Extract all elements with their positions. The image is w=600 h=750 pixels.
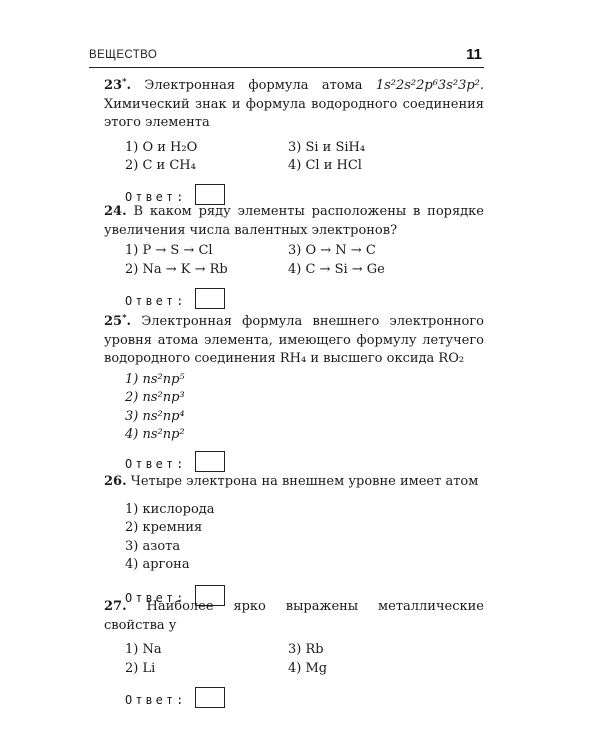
question-27	[104, 598, 484, 709]
option-2[interactable]: 2) C и CH₄	[125, 158, 196, 173]
question-text: Электронная формула внешнего электронного уровня атома элемента, имеющего формулу летучего водородного соединения RH₄ и высшего оксида RO₂	[104, 314, 484, 366]
option-3[interactable]: 3) Si и SiH₄	[288, 139, 366, 155]
answer-label: Ответ:	[125, 294, 187, 308]
option-1[interactable]: 1) Na	[125, 642, 162, 657]
answer-label: Ответ:	[125, 590, 187, 605]
option-4[interactable]: 4) аргона	[125, 557, 190, 572]
option-4[interactable]: 4) C → Si → Ge	[288, 261, 385, 277]
option-4[interactable]: 4) Cl и HCl	[288, 158, 362, 173]
question-number: 26.	[104, 474, 127, 489]
option-1[interactable]: 1) P → S → Cl	[125, 243, 213, 258]
question-25	[104, 313, 484, 473]
answer-box[interactable]	[195, 451, 225, 472]
question-text: В каком ряду элементы расположены в порядке увеличения числа валентных электронов?	[104, 204, 485, 238]
electron-formula: 1s²2s²2p⁶3s²3p².	[375, 78, 485, 93]
option-1[interactable]: 1) кислорода	[125, 501, 215, 517]
question-24	[104, 203, 484, 310]
option-2[interactable]: 2) кремния	[125, 520, 203, 535]
option-4[interactable]: 4) Mg	[288, 660, 328, 676]
question-text: Наиболее ярко выражены металлические свойства у	[104, 599, 484, 633]
page-number: 11	[466, 46, 482, 63]
option-3[interactable]: 3) азота	[125, 538, 181, 554]
answer-box[interactable]	[195, 687, 225, 708]
options	[125, 641, 484, 678]
question-number: 24.	[104, 204, 127, 219]
question-23-stem	[104, 77, 484, 133]
page-header	[89, 46, 484, 68]
option-2[interactable]: 2) ns²np³	[125, 390, 185, 405]
options	[125, 501, 484, 575]
question-text-tail: Химический знак и формула водородного соединения этого элемента	[104, 96, 484, 130]
question-number: 25*.	[104, 313, 132, 329]
option-2[interactable]: 2) Na → K → Rb	[125, 261, 228, 277]
question-number: 27.	[104, 599, 127, 614]
options	[125, 139, 484, 176]
question-27-stem	[104, 598, 484, 635]
question-25-stem	[104, 313, 484, 369]
answer-row	[125, 288, 484, 310]
question-text: Четыре электрона на внешнем уровне имеет атом	[130, 474, 479, 489]
question-23	[104, 77, 484, 206]
option-3[interactable]: 3) ns²np⁴	[125, 408, 185, 424]
option-1[interactable]: 1) ns²np⁵	[125, 371, 185, 387]
answer-label: Ответ:	[125, 456, 187, 471]
option-1[interactable]: 1) O и H₂O	[125, 139, 198, 155]
question-number: 23*.	[104, 77, 132, 93]
option-3[interactable]: 3) O → N → C	[288, 243, 376, 258]
answer-row	[125, 687, 484, 709]
question-26-stem	[104, 473, 484, 492]
answer-box[interactable]	[195, 184, 225, 205]
question-text: Электронная формула атома	[144, 78, 363, 93]
option-2[interactable]: 2) Li	[125, 660, 156, 676]
answer-label: Ответ:	[125, 693, 187, 707]
option-3[interactable]: 3) Rb	[288, 642, 324, 657]
question-24-stem	[104, 203, 484, 240]
option-4[interactable]: 4) ns²np²	[125, 427, 185, 442]
header-rule	[89, 67, 484, 68]
answer-label: Ответ:	[125, 189, 187, 204]
options	[125, 242, 484, 279]
answer-box[interactable]	[195, 288, 225, 309]
answer-row	[125, 451, 484, 473]
question-26	[104, 473, 484, 607]
section-title: ВЕЩЕСТВО	[89, 49, 158, 61]
options	[125, 371, 484, 445]
